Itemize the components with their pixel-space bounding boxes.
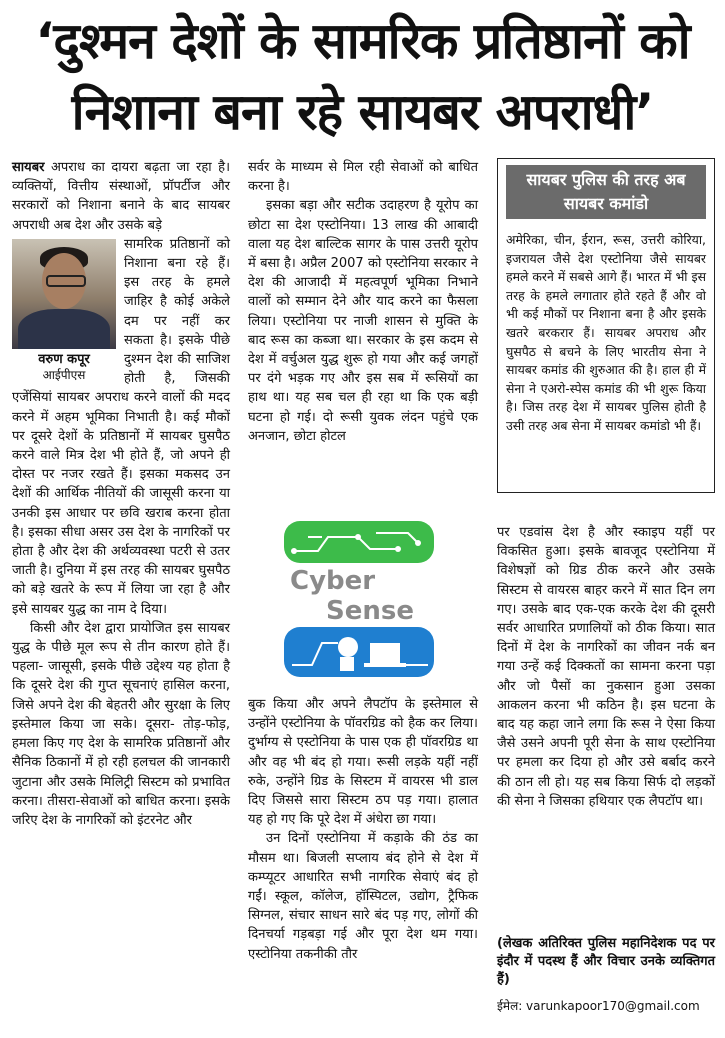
cyber-sense-graphic	[278, 515, 448, 683]
author-name: वरुण कपूर	[38, 351, 90, 367]
headline-line-2: निशाना बना रहे सायबर अपराधी’	[71, 83, 654, 141]
headline-line-1: ‘दुश्मन देशों के सामरिक प्रतिष्ठानों को	[35, 12, 690, 70]
lead-word: सायबर	[12, 160, 45, 175]
logo-word-sense: Sense	[326, 596, 414, 626]
author-box	[12, 239, 116, 383]
article-paragraph: बुक किया और अपने लैपटॉप के इस्तेमाल से उन्होंने एस्टोनिया के पॉवरग्रिड को हैक कर लिया। दुर्भाग्य से एस्टोनिया के पास एक ही पॉवरग्रिड था और वह भी बंद हो गया। रूसी लड़के यहीं नहीं रुके, उन्होंने ग्रिड के सिस्टम में वायरस भी डाल दिए जिससे सारा सिस्टम ठप पड़ गया। हालात यह हो गए कि पूरे देश में अंधेरा छा गया।	[248, 697, 478, 828]
circuit-green-panel	[284, 521, 434, 563]
headline	[8, 6, 717, 152]
sidebar-box	[497, 158, 715, 493]
article-paragraph: उन दिनों एस्टोनिया में कड़ाके की ठंड का मौसम था। बिजली सप्लाय बंद होने से देश में कम्प्यूटर आधारित सभी नागरिक सेवाएं बंद हो गईं। स्कूल, कॉलेज, हॉस्पिटल, उद्योग, ट्रैफिक सिग्नल, संचार साधन सारे बंद पड़ गए, लोगों की दिनचर्या गड़बड़ा गई और पूरा देश थम गया। एस्टोनिया तकनीकी तौर	[248, 831, 478, 962]
article-column-1	[12, 158, 230, 1020]
author-title: आईपीएस	[42, 367, 86, 382]
article-column-2-lower	[248, 695, 478, 1025]
author-photo	[12, 239, 116, 349]
article-paragraph: सामरिक प्रतिष्ठानों को निशाना बना रहे हैं। इस तरह के हमले जाहिर है कोई अकेले दम पर नहीं कर सकता है। इसके पीछे दुश्मन देश की साजिश होती है, जिसकी एजेंसियां सायबर अपराध करने वालों की मदद करने में अहम भूमिका निभाती है। कई मौकों पर दूसरे देशों के प्रतिष्ठानों में सायबर घुसपैठ करने वाले मित्र देश भी होते हैं, जो अपने ही दोस्त पर नजर रखते हैं। इसका मकसद उन देशों की आर्थिक नीतियों की जासूसी करना या उनकी इस आधार पर छवि खराब करना होता है। इसका सीधा असर उस देश के नागरिकों पर होता है और देश की अर्थव्यवस्था पटरी से उतर जाती है। दुनिया में इस तरह की सायबर घुसपैठ को बड़े खतरे के रूप में लिया जा रहा है और इसे सायबर युद्ध का नाम दे दिया।	[12, 236, 230, 617]
author-email: ईमेल: varunkapoor170@gmail.com	[497, 999, 700, 1013]
article-column-2	[248, 158, 478, 444]
article-column-3	[497, 523, 715, 893]
intro-text: अपराध का दायरा बढ़ता जा रहा है। व्यक्तियों, वित्तीय संस्थाओं, प्रॉपर्टीज और सरकारों को निशाना बनाने के बाद सायबर अपराधी अब देश और उसके बड़े	[12, 160, 230, 233]
article-paragraph: पर एडवांस देश है और स्काइप यहीं पर विकसित हुआ। इसके बावजूद एस्टोनिया में विशेषज्ञों को ग्रिड ठीक करने और उसके सिस्टम से वायरस बाहर करने में सात दिन लग गए। उसके बाद एक-एक करके देश की दूसरी सर्वर आधारित प्रणालियों को ठीक किया। सात दिनों में देश के नागरिकों का जीवन नर्क बन गया उन्हें कई दिक्कतों का सामना करना पड़ा और जो पैसों का नुकसान हुआ उसका आकलन करना भी कठिन है। इस घटना के बाद यह कहा जाने लगा कि रूस ने ऐसा किया जैसे उसने अपनी पूरी सेना के साथ एस्टोनिया पर हमला कर दिया हो और उसे बर्बाद करने की ठान ली हो। यह सब किया सिर्फ दो लड़कों की सेना ने जिसका हथियार एक लैपटॉप था।	[497, 525, 715, 809]
article-paragraph: किसी और देश द्वारा प्रायोजित इस सायबर युद्ध के पीछे मूल रूप से तीन कारण होते हैं। पहला- जासूसी, इसके पीछे उद्देश्य यह होता है कि दूसरे देश की गुप्त सूचनाएं हासिल करना, जिसे अपने देश की बेहतरी और सुरक्षा के लिए इस्तेमाल किया जा सके। दूसरा- तोड़-फोड़, हमला किए गए देश के सामरिक प्रतिष्ठानों और सैनिक ठिकानों में हो रही हलचल की जानकारी जुटाना और उसके मिलिट्री सिस्टम को प्रभावित करना। तीसरा-सेवाओं को बाधित करना। इसके जरिए देश के नागरिकों को इंटरनेट और	[12, 620, 230, 828]
sidebar-title: सायबर पुलिस की तरह अब सायबर कमांडो	[506, 165, 706, 219]
sidebar-body: अमेरिका, चीन, ईरान, रूस, उत्तरी कोरिया, इजरायल जैसे देश एस्टोनिया जैसे सायबर हमले करने में सबसे आगे हैं। भारत में भी इस तरह के हमले लगातार होते रहते हैं और वो भी कई मौकों पर निशाना बना है और इसके खतरे बरकरार हैं। सायबर अपराध और घुसपैठ से बचने के लिए भारतीय सेना ने सायबर कमांड की शुरुआत की है। हाल ही में सेना ने एअरो-स्पेस कमांड की भी शुरू किया है। जिस तरह देश में सायबर पुलिस होती है उसी तरह अब सेना में सायबर कमांडो भी हैं।	[506, 232, 706, 433]
article-paragraph: सर्वर के माध्यम से मिल रही सेवाओं को बाधित करना है।	[248, 160, 478, 195]
author-note: (लेखक अतिरिक्त पुलिस महानिदेशक पद पर इंदौर में पदस्थ हैं और विचार उनके व्यक्तिगत हैं)	[497, 936, 715, 987]
article-intro	[12, 158, 230, 235]
article-paragraph: इसका बड़ा और सटीक उदाहरण है यूरोप का छोटा सा देश एस्टोनिया। 13 लाख की आबादी वाला यह देश बाल्टिक सागर के पास उत्तरी यूरोप में बसा है। अप्रैल 2007 को एस्टोनिया सरकार ने देश की आजादी में महत्वपूर्ण भूमिका निभाने वालों को सम्मान देने और याद करने का फैसला लिया। एस्टोनिया पर नाजी शासन से मुक्ति के बाद रूस का कब्जा था। सरकार के इस कदम से देश में वर्चुअल युद्ध शुरू हो गया और कई जगहों पर दंगे भड़क गए और इस सब में रूसियों का हाथ था। यह सब चल ही रहा था कि एक बड़ी घटना हो गई। दो रूसी युवक लंदन पहुंचे एक अनजान, छोटा होटल	[248, 198, 478, 444]
logo-word-cyber: Cyber	[290, 566, 376, 596]
circuit-blue-panel	[284, 627, 434, 677]
